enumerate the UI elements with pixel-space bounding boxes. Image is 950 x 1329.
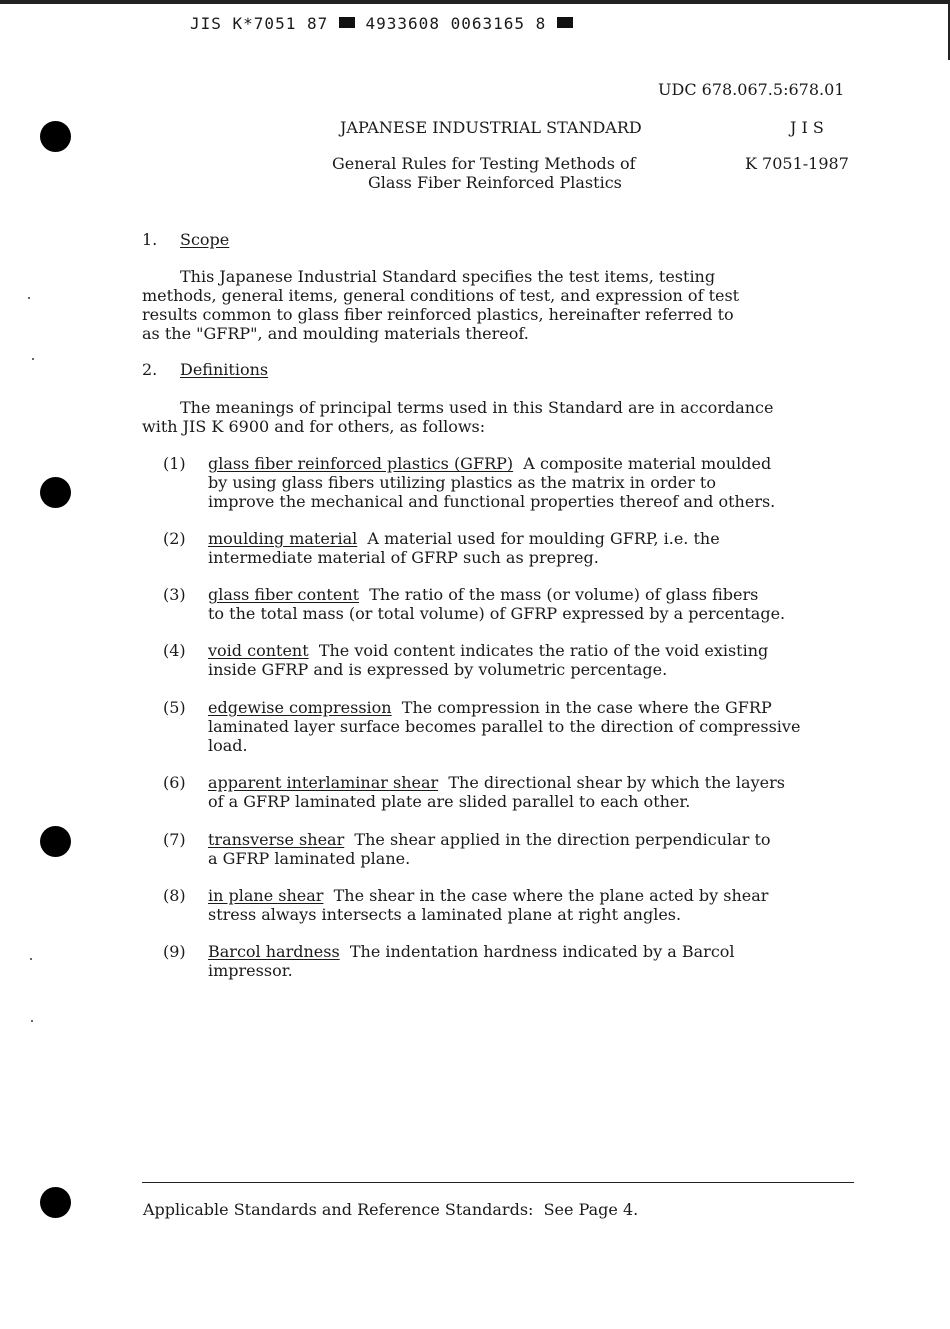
- section-2-heading: Definitions: [180, 360, 269, 379]
- definition-item: [208, 886, 768, 924]
- punch-hole: [40, 477, 71, 508]
- scan-speck: [32, 358, 34, 360]
- section-1-text-line: as the "GFRP", and moulding materials thereof.: [142, 324, 529, 343]
- section-1-text-line: methods, general items, general conditions of test, and expression of test: [142, 286, 740, 305]
- definition-number: (6): [163, 773, 186, 792]
- definition-number: (8): [163, 886, 186, 905]
- punch-hole: [40, 1187, 71, 1218]
- definition-term: void content: [208, 641, 309, 660]
- title-line-2: Glass Fiber Reinforced Plastics: [368, 173, 622, 192]
- udc-code: UDC 678.067.5:678.01: [658, 80, 845, 99]
- definition-text: A material used for moulding GFRP, i.e. the: [357, 529, 720, 548]
- standard-name: JAPANESE INDUSTRIAL STANDARD: [340, 118, 642, 137]
- punch-hole: [40, 826, 71, 857]
- title-line-1: General Rules for Testing Methods of: [332, 154, 636, 173]
- document-header-code: [190, 14, 573, 33]
- section-1-text-line: This Japanese Industrial Standard specifies the test items, testing: [180, 267, 716, 286]
- definition-text: laminated layer surface becomes parallel to the direction of compressive: [208, 717, 801, 736]
- definition-number: (7): [163, 830, 186, 849]
- definition-text: A composite material moulded: [513, 454, 772, 473]
- definition-text: to the total mass (or total volume) of GFRP expressed by a percentage.: [208, 604, 786, 623]
- header-block-mark: [339, 17, 355, 28]
- definition-number: (1): [163, 454, 186, 473]
- definition-text: load.: [208, 736, 248, 755]
- definition-text: The shear in the case where the plane acted by shear: [323, 886, 769, 905]
- definition-item: [208, 942, 735, 980]
- section-2-number: 2.: [142, 360, 158, 379]
- definition-term: edgewise compression: [208, 698, 392, 717]
- definition-term: glass fiber reinforced plastics (GFRP): [208, 454, 514, 473]
- definition-item: [208, 830, 771, 868]
- footnote-rule: [142, 1182, 854, 1183]
- section-2-text-line: with JIS K 6900 and for others, as follows:: [142, 417, 486, 436]
- definition-item: [208, 585, 785, 623]
- definition-term: transverse shear: [208, 830, 345, 849]
- scan-speck: [31, 1020, 33, 1022]
- definition-text: The void content indicates the ratio of the void existing: [308, 641, 769, 660]
- definition-text: by using glass fibers utilizing plastics as the matrix in order to: [208, 473, 716, 492]
- section-2-text-line: The meanings of principal terms used in this Standard are in accordance: [180, 398, 774, 417]
- punch-hole: [40, 121, 71, 152]
- definition-text: stress always intersects a laminated plane at right angles.: [208, 905, 682, 924]
- definition-text: intermediate material of GFRP such as prepreg.: [208, 548, 599, 567]
- definition-term: moulding material: [208, 529, 358, 548]
- definition-item: [208, 454, 775, 511]
- header-code-part1: JIS K*7051 87: [190, 14, 329, 33]
- standard-number: K 7051-1987: [745, 154, 849, 173]
- definition-text: inside GFRP and is expressed by volumetric percentage.: [208, 660, 668, 679]
- definition-text: The ratio of the mass (or volume) of glass fibers: [359, 585, 759, 604]
- definition-item: [208, 698, 800, 755]
- definition-number: (4): [163, 641, 186, 660]
- section-1-text-line: results common to glass fiber reinforced plastics, hereinafter referred to: [142, 305, 734, 324]
- page-top-border: [0, 0, 950, 4]
- section-1-heading: Scope: [180, 230, 230, 249]
- definition-number: (9): [163, 942, 186, 961]
- definition-text: a GFRP laminated plane.: [208, 849, 411, 868]
- scan-speck: [30, 958, 32, 960]
- definition-term: glass fiber content: [208, 585, 360, 604]
- definition-text: impressor.: [208, 961, 293, 980]
- definition-text: The compression in the case where the GFRP: [391, 698, 772, 717]
- definition-text: The indentation hardness indicated by a Barcol: [339, 942, 735, 961]
- definition-text: improve the mechanical and functional properties thereof and others.: [208, 492, 776, 511]
- section-1-number: 1.: [142, 230, 158, 249]
- definition-item: [208, 773, 785, 811]
- definition-text: The directional shear by which the layers: [438, 773, 785, 792]
- definition-term: Barcol hardness: [208, 942, 340, 961]
- jis-mark: J I S: [790, 118, 824, 137]
- footnote: Applicable Standards and Reference Standards: See Page 4.: [143, 1200, 639, 1219]
- definition-text: The shear applied in the direction perpendicular to: [344, 830, 771, 849]
- definition-number: (3): [163, 585, 186, 604]
- definition-number: (2): [163, 529, 186, 548]
- scan-speck: [28, 297, 30, 299]
- definition-text: of a GFRP laminated plate are slided parallel to each other.: [208, 792, 691, 811]
- header-code-part2: 4933608 0063165 8: [365, 14, 547, 33]
- definition-item: [208, 529, 720, 567]
- header-block-mark: [557, 17, 573, 28]
- definition-item: [208, 641, 768, 679]
- definition-number: (5): [163, 698, 186, 717]
- definition-term: in plane shear: [208, 886, 324, 905]
- definition-term: apparent interlaminar shear: [208, 773, 439, 792]
